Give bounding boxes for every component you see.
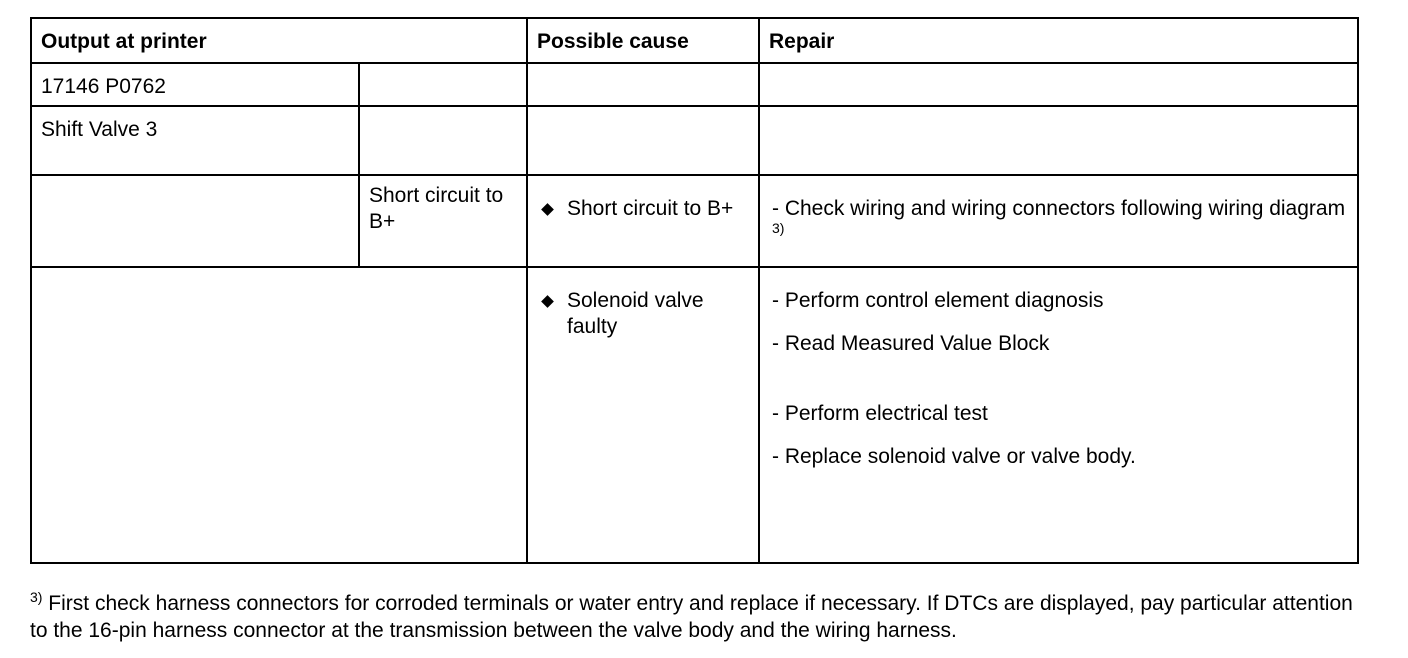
- footnote-marker: 3): [30, 589, 43, 605]
- empty-cell: [359, 106, 527, 175]
- repair-step: - Replace solenoid valve or valve body.: [772, 445, 1136, 468]
- empty-cell: [31, 175, 359, 267]
- header-cause: Possible cause: [527, 18, 759, 63]
- table-row: [31, 267, 1358, 563]
- repair-cell-1: [759, 175, 1358, 267]
- footnote-ref: 3): [772, 220, 785, 236]
- footnote: [30, 590, 1370, 644]
- cause-item: [537, 288, 750, 340]
- repair-step: - Perform control element diagnosis: [772, 289, 1104, 312]
- cause-item: [537, 196, 750, 222]
- empty-cell: [359, 63, 527, 106]
- empty-cell: [759, 106, 1358, 175]
- empty-cell: [527, 106, 759, 175]
- dtc-name: Shift Valve 3: [31, 106, 359, 175]
- repair-text: - Check wiring and wiring connectors following wiring diagram: [772, 197, 1346, 220]
- header-row: [31, 18, 1358, 63]
- cause-cell-2: [527, 267, 759, 563]
- table-row: [31, 175, 1358, 267]
- table-row: [31, 106, 1358, 175]
- empty-cell: [759, 63, 1358, 106]
- dtc-code: 17146 P0762: [31, 63, 359, 106]
- repair-step: - Read Measured Value Block: [772, 332, 1050, 355]
- diamond-bullet-icon: [541, 203, 554, 216]
- header-repair: Repair: [759, 18, 1358, 63]
- table-row: [31, 63, 1358, 106]
- empty-cell: [31, 267, 527, 563]
- empty-cell: [527, 63, 759, 106]
- fault-type: Short circuit to B+: [359, 175, 527, 267]
- dtc-table: [30, 17, 1359, 564]
- cause-cell-1: [527, 175, 759, 267]
- diamond-bullet-icon: [541, 295, 554, 308]
- repair-step: - Perform electrical test: [772, 402, 988, 425]
- header-output: Output at printer: [31, 18, 527, 63]
- cause-text: Short circuit to B+: [567, 197, 734, 220]
- footnote-text: First check harness connectors for corroded terminals or water entry and replace if necessary. If DTCs are displayed, pay particular attention to the 16-pin harness connector at the transmission between the valve body and the wiring harness.: [30, 592, 1353, 642]
- repair-cell-2: [759, 267, 1358, 563]
- cause-text: Solenoid valve faulty: [567, 289, 704, 338]
